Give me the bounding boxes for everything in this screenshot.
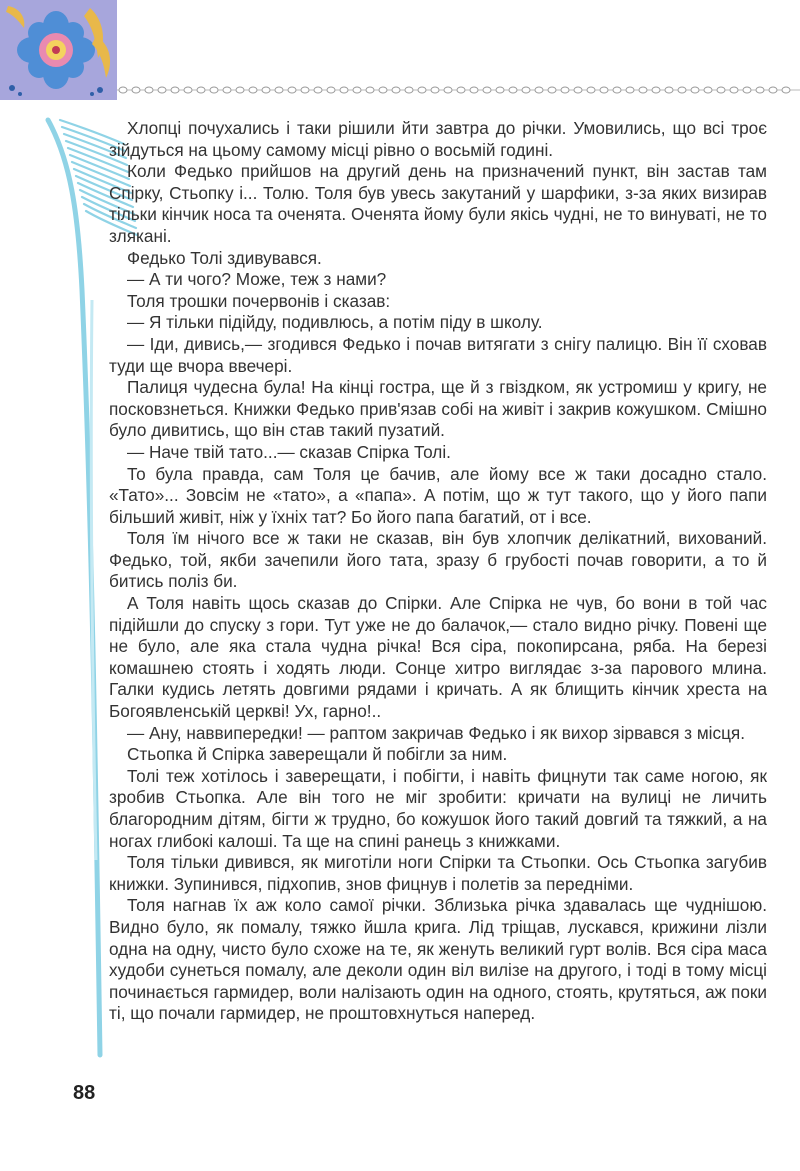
corner-ornament <box>0 0 117 100</box>
story-text <box>109 118 767 1025</box>
paragraph: Толя їм нічого все ж таки не сказав, він був хлопчик делікатний, вихований. Федько, той, якби зачепили його тата, зразу б грубості почав говорити, а то й битись поліз би. <box>109 528 767 592</box>
bead-chain-divider <box>117 82 800 98</box>
paragraph: — Ану, наввипередки! — раптом закричав Федько і як вихор зірвався з місця. <box>127 722 745 743</box>
paragraph: Федько Толі здивувався. <box>127 247 322 268</box>
paragraph: — Я тільки підійду, подивлюсь, а потім піду в школу. <box>127 312 543 333</box>
paragraph: То була правда, сам Толя це бачив, але йому все ж таки досадно стало. «Тато»... Зовсім не «тато», а «папа». А потім, що ж тут такого, що у його папи більший живіт, ніж у їхніх тат? Бо його папа багатий, от і все. <box>109 463 767 527</box>
paragraph: А Толя навіть щось сказав до Спірки. Але Спірка не чув, бо вони в той час підійшли до спуску з гори. Тут уже не до балачок,— стало видно річку. Повені ще не було, але яка стала чудна річка! Вся сіра, покопирсана, ряба. На березі комашнею стоять і ходять люди. Сонце хитро виглядає з-за парового млина. Галки кудись летять довгими рядами і кричать. А як блищить кінчик хреста на Богоявленській церкві! Ух, гарно!.. <box>109 593 767 722</box>
paragraph: Толя тільки дивився, як миготіли ноги Спірки та Стьопки. Ось Стьопка загубив книжки. Зупинився, підхопив, знов фицнув і полетів за передніми. <box>109 852 767 894</box>
paragraph: Толя нагнав їх аж коло самої річки. Зблизька річка здавалась ще чуднішою. Видно було, як помалу, тяжко йшла крига. Лід тріщав, лускався, крижини лізли одна на одну, чисто було схоже на те, як женуть великий гурт волів. Вся сіра маса худоби сунеться помалу, але деколи один віл вилізе на другого, і тоді в тому місці починається гармидер, воли налізають один на одного, стоять, крутяться, аж поки ті, що почали гармидер, не проштовхнуться наперед. <box>109 895 767 1024</box>
page-number: 88 <box>73 1082 96 1104</box>
paragraph: Коли Федько прийшов на другий день на призначений пункт, він застав там Спірку, Стьопку і... Толю. Толя був увесь закутаний у шарфики, з-за яких визирав тільки кінчик носа та оченята. Оченята йому були якісь чудні, не то винуваті, не то злякані. <box>109 161 767 246</box>
paragraph: — Іди, дивись,— згодився Федько і почав витягати з снігу палицю. Він її сховав туди ще вчора ввечері. <box>109 333 767 376</box>
paragraph: — А ти чого? Може, теж з нами? <box>127 269 387 290</box>
paragraph: Стьопка й Спірка заверещали й побігли за ним. <box>127 744 508 765</box>
paragraph: Палиця чудесна була! На кінці гостра, ще й з гвіздком, як устромиш у кригу, не посковзнеться. Книжки Федько прив'язав собі на живіт і закрив кожушком. Смішно було дивитись, що він став такий пузатий. <box>109 377 767 441</box>
paragraph: Хлопці почухались і таки рішили йти завтра до річки. Умовились, що всі троє зійдуться на цьому самому місці рівно о восьмій годині. <box>109 118 767 160</box>
paragraph: Толі теж хотілось і заверещати, і побігти, і навіть фицнути так саме ногою, як зробив Стьопка. Але він того не міг зробити: кричати на вулиці не личить благородним дітям, бігти ж трудно, бо кожушок його такий довгий та тяжкий, а на ногах глибокі калоші. Та ще на спині ранець з книжками. <box>109 765 767 851</box>
paragraph: — Наче твій тато...— сказав Спірка Толі. <box>127 441 451 462</box>
paragraph: Толя трошки почервонів і сказав: <box>127 290 391 311</box>
flower-ornament-icon <box>0 0 117 100</box>
